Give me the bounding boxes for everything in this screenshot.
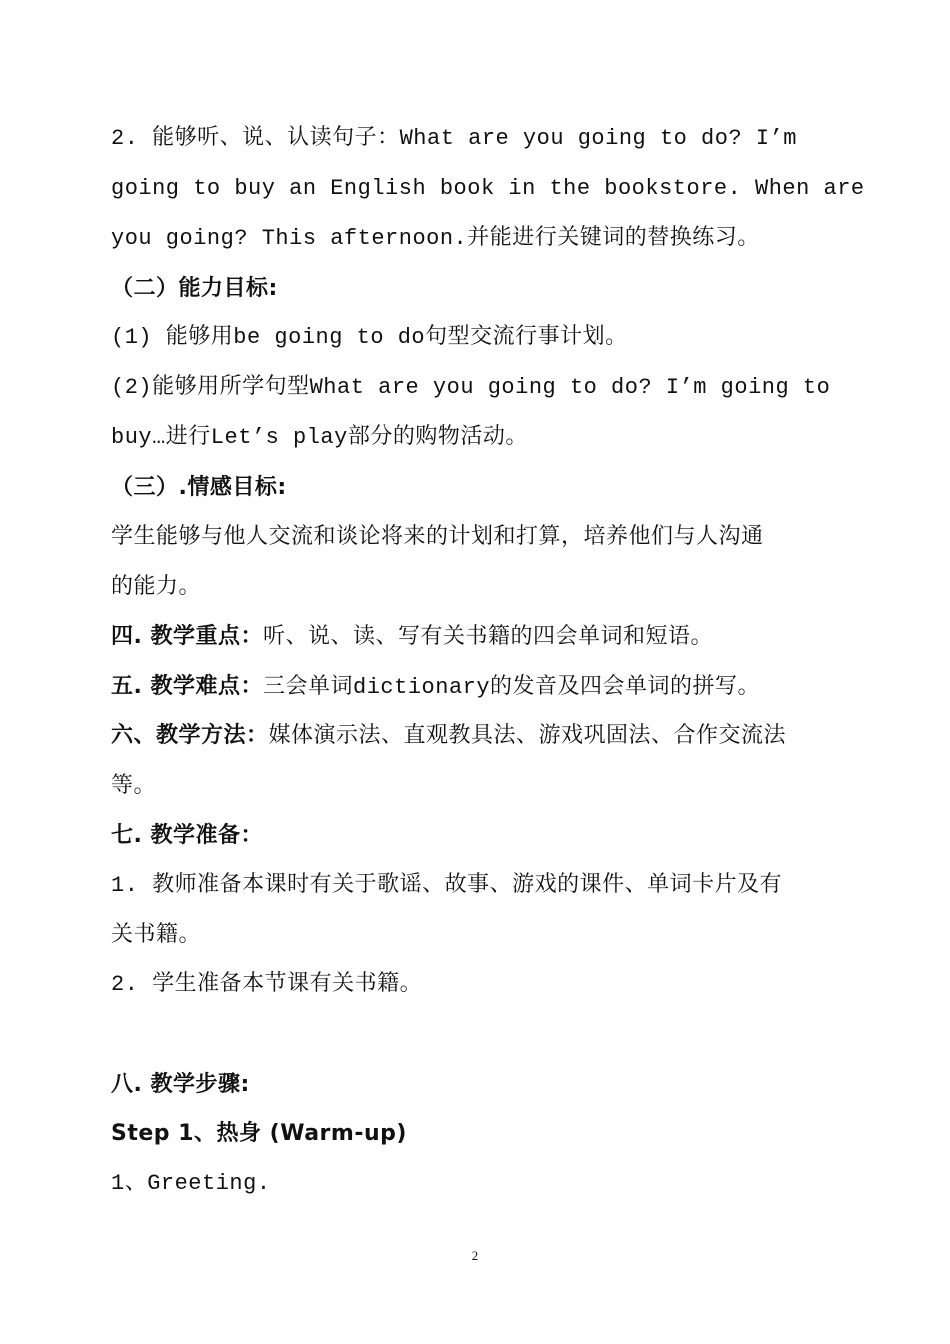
methods-label: 六、教学方法： [111,723,269,748]
preparation-heading: 七. 教学准备： [111,823,264,848]
teaching-steps-heading: 八. 教学步骤: [111,1072,250,1097]
key-points [111,622,846,652]
ability-item-1: (1) 能够用be going to do句型交流行事计划。 [111,325,628,350]
emotion-line-2: 的能力。 [111,574,202,599]
page-number: 2 [471,1248,479,1263]
step-1-heading: Step 1、热身 (Warm-up) [111,1121,407,1146]
methods-line-2: 等。 [111,773,157,798]
preparation-item-1-line-1: 1. 教师准备本课时有关于歌谣、故事、游戏的课件、单词卡片及有 [111,873,783,898]
step-1-item-1: 1、Greeting. [111,1171,271,1196]
key-points-text: 听、说、读、写有关书籍的四会单词和短语。 [263,624,714,649]
preparation-item-2: 2. 学生准备本节课有关书籍。 [111,972,423,997]
ability-item-2-line-2: buy…进行Let’s play部分的购物活动。 [111,425,528,450]
objective-item-2-line-2: going to buy an English book in the bookstore. When are [111,176,865,201]
methods-line-1: 媒体演示法、直观教具法、游戏巩固法、合作交流法 [268,723,787,748]
methods [111,721,846,751]
difficulties-label: 五. 教学难点： [111,674,264,699]
difficulties [111,672,846,703]
objective-item-2-line-3: you going? This afternoon.并能进行关键词的替换练习。 [111,226,760,251]
difficulties-text: 三会单词dictionary的发音及四会单词的拼写。 [263,675,761,700]
objective-item-2-line-1: 2. 能够听、说、认读句子：What are you going to do? I’m [111,126,797,151]
ability-item-2-line-1: (2)能够用所学句型What are you going to do? I’m going to [111,375,831,400]
preparation-item-1-line-2: 关书籍。 [111,922,202,947]
ability-objectives-heading: （二）能力目标: [111,276,278,301]
key-points-label: 四. 教学重点： [111,624,264,649]
emotion-line-1: 学生能够与他人交流和谈论将来的计划和打算，培养他们与人沟通 [111,524,764,549]
emotion-objectives-heading: （三）.情感目标: [111,475,287,500]
